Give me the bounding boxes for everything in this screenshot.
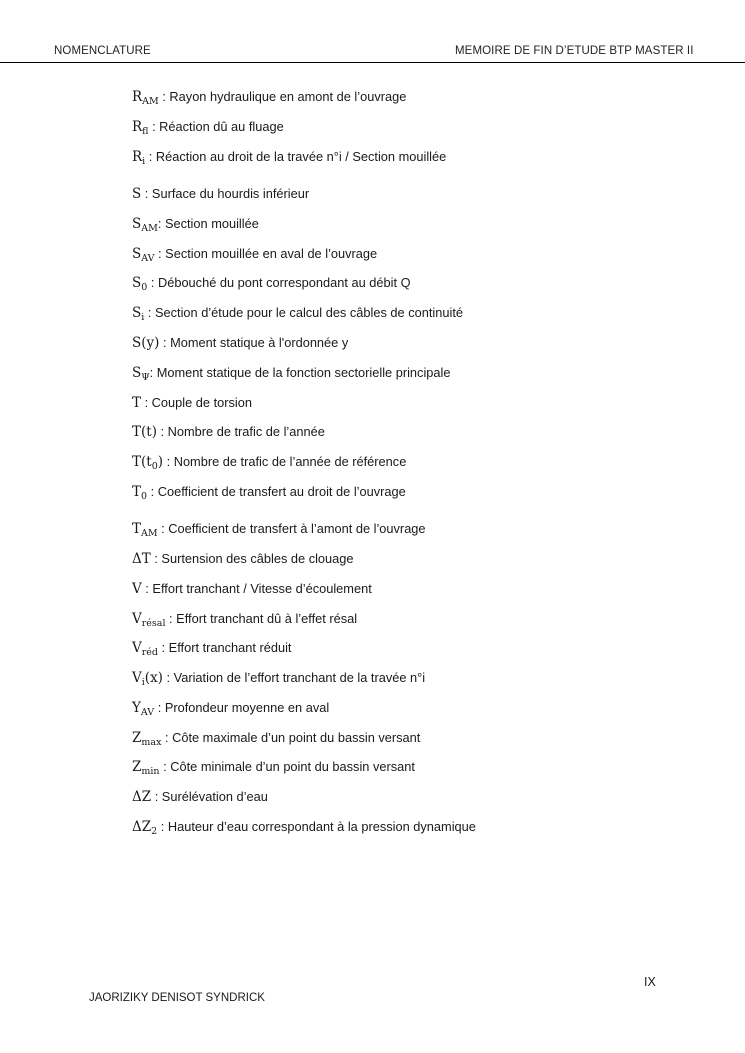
nomenclature-entry [132, 580, 372, 598]
entry-description: : Moment statique à l'ordonnée y [159, 335, 349, 350]
entry-symbol: $Z_{max}$ [132, 730, 162, 748]
entry-description: : Nombre de trafic de l’année de référence [163, 454, 407, 469]
nomenclature-entry [132, 483, 406, 501]
header-left-title: NOMENCLATURE [54, 45, 151, 57]
nomenclature-entry [132, 610, 357, 628]
entry-symbol: $R_{AM}$ [132, 89, 159, 107]
nomenclature-entry [132, 639, 292, 657]
entry-description: : Surtension des câbles de clouage [150, 551, 354, 566]
entry-symbol: $Y_{AV}$ [132, 700, 155, 718]
entry-symbol: V [132, 581, 142, 597]
entry-description: : Côte maximale d’un point du bassin versant [161, 730, 421, 745]
entry-description: : Effort tranchant / Vitesse d’écoulement [141, 581, 372, 596]
entry-symbol: ΔT [132, 551, 151, 567]
nomenclature-entry [132, 185, 309, 203]
entry-description: : Coefficient de transfert à l’amont de l’ouvrage [157, 521, 426, 536]
entry-symbol: $Z_{min}$ [132, 759, 160, 777]
entry-symbol: $S_{AM}$ [132, 216, 158, 234]
entry-symbol: ΔZ [132, 789, 152, 805]
entry-description: : Rayon hydraulique en amont de l’ouvrage [158, 89, 407, 104]
entry-description: : Surélévation d’eau [151, 789, 268, 804]
entry-symbol: $V_{réd}$ [132, 640, 158, 658]
nomenclature-entry [132, 148, 446, 166]
entry-description: : Section mouillée en aval de l’ouvrage [154, 246, 378, 261]
header-divider [0, 62, 745, 63]
nomenclature-entry [132, 334, 348, 352]
entry-symbol: T [132, 395, 142, 411]
entry-description: : Hauteur d’eau correspondant à la pression dynamique [157, 819, 476, 834]
entry-description: : Débouché du pont correspondant au débit Q [147, 275, 411, 290]
nomenclature-entry [132, 364, 450, 382]
entry-description: : Surface du hourdis inférieur [141, 186, 310, 201]
nomenclature-entry [132, 88, 406, 106]
nomenclature-entry [132, 453, 406, 471]
nomenclature-entry [132, 118, 284, 136]
entry-symbol: $V_i(x)$ [132, 670, 163, 688]
nomenclature-entry [132, 550, 354, 568]
entry-symbol: $R_{fl}$ [132, 119, 149, 137]
entry-description: : Profondeur moyenne en aval [154, 700, 330, 715]
entry-symbol: $T_{AM}$ [132, 521, 158, 539]
entry-symbol: $V_{résal}$ [132, 611, 166, 629]
entry-description: : Variation de l’effort tranchant de la travée n°i [162, 670, 426, 685]
entry-description: : Réaction au droit de la travée n°i / Section mouillée [145, 149, 447, 164]
entry-symbol: $S_0$ [132, 275, 148, 293]
entry-symbol: $T(t_0)$ [132, 454, 164, 472]
entry-description: : Section d’étude pour le calcul des câbles de continuité [144, 305, 464, 320]
page-number: IX [644, 975, 656, 989]
entry-symbol: T(t) [132, 424, 157, 440]
entry-symbol: $S_i$ [132, 305, 145, 323]
entry-description: : Coefficient de transfert au droit de l’ouvrage [147, 484, 406, 499]
entry-description: : Côte minimale d’un point du bassin versant [159, 759, 415, 774]
nomenclature-entry [132, 274, 411, 292]
entry-symbol: S [132, 186, 142, 202]
entry-symbol: S(y) [132, 335, 160, 351]
nomenclature-entry [132, 818, 476, 836]
nomenclature-entry [132, 304, 463, 322]
nomenclature-entry [132, 758, 415, 776]
entry-description: : Moment statique de la fonction sectorielle principale [149, 365, 451, 380]
entry-symbol: $T_0$ [132, 484, 148, 502]
entry-description: : Effort tranchant dû à l’effet résal [165, 611, 358, 626]
entry-description: : Section mouillée [157, 216, 259, 231]
nomenclature-entry [132, 788, 268, 806]
nomenclature-entry [132, 699, 329, 717]
nomenclature-entry [132, 520, 426, 538]
nomenclature-entry [132, 423, 325, 441]
entry-description: : Couple de torsion [141, 395, 252, 410]
entry-description: : Nombre de trafic de l’année [156, 424, 325, 439]
nomenclature-entry [132, 669, 425, 687]
nomenclature-entry [132, 729, 420, 747]
footer-author: JAORIZIKY DENISOT SYNDRICK [89, 992, 265, 1004]
entry-symbol: $S_\Psi$ [132, 365, 150, 383]
nomenclature-entry [132, 394, 252, 412]
entry-symbol: $\Delta Z_2$ [132, 819, 158, 837]
entry-symbol: $R_i$ [132, 149, 146, 167]
header-right-title: MEMOIRE DE FIN D’ETUDE BTP MASTER II [455, 45, 694, 57]
entry-symbol: $S_{AV}$ [132, 246, 155, 264]
nomenclature-entry [132, 245, 377, 263]
entry-description: : Réaction dû au fluage [148, 119, 284, 134]
entry-description: : Effort tranchant réduit [158, 640, 292, 655]
nomenclature-entry [132, 215, 259, 233]
